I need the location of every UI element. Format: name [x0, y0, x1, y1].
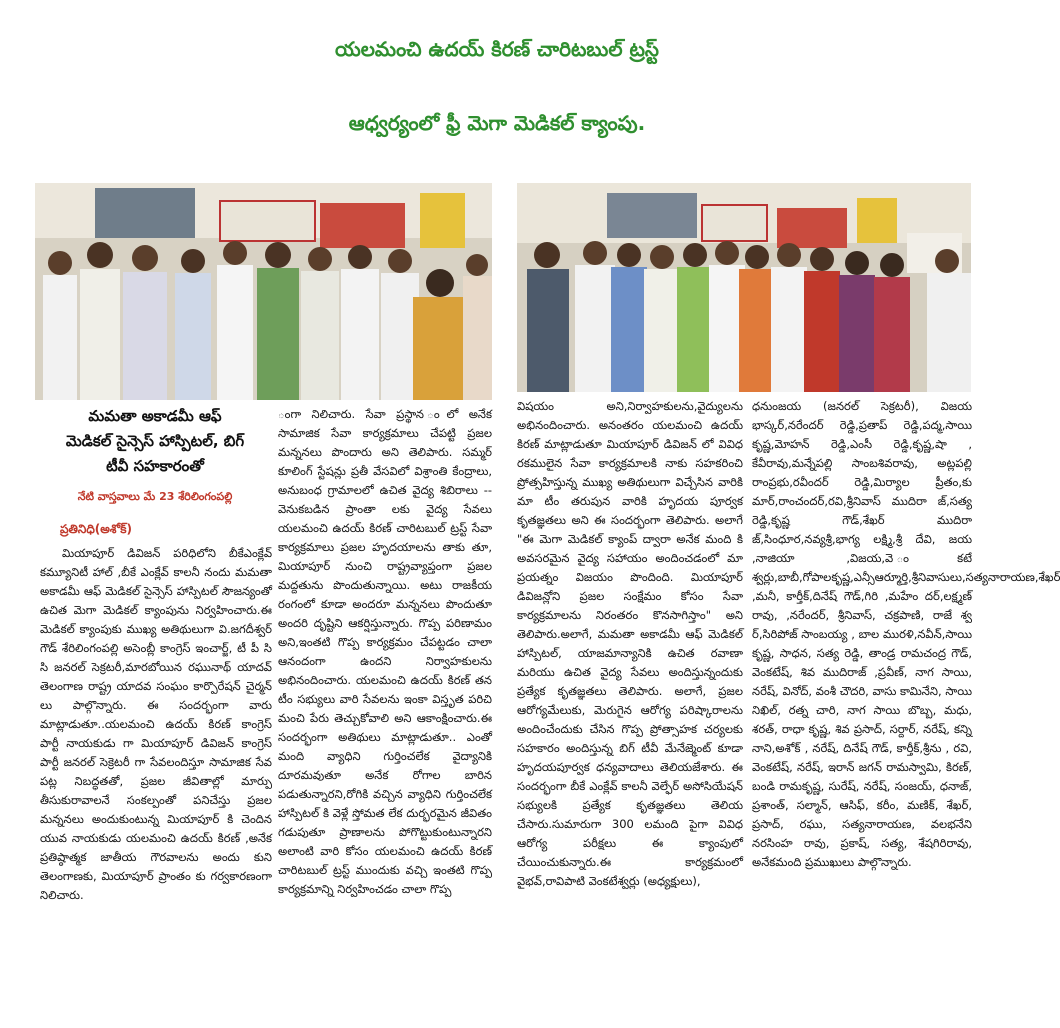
article-column-1: మియాపూర్ డివిజన్ పరిధిలోని బీకేఎంక్లేవ్ కమ్యూనిటీ హాల్ ,బీకే ఎంక్లేవ్ కాలనీ నందు మమతా అకాడమీ ఆఫ్ మెడికల్ సైన్సెస్ హాస్పిటల్ సౌజన్యంతో ఉచిత మెగా మెడికల్ క్యాంపును నిర్వహించారు.ఈ మెడికల్ క్యాంపుకు ముఖ్య అతిథులుగా వి.జగదీశ్వర్ గౌడ్ శేరిలింగంపల్లి అసెంబ్లీ కాంగ్రెస్ ఇంచార్జ్, టీ పీ సి సి జనరల్ సెక్రటరీ,మారబోయిన రఘునాథ్ యాదవ్ తెలంగాణ రాష్ట్ర యాదవ సంఘం కార్పొరేషన్ చైర్మన్ లు పాల్గొన్నారు. ఈ సందర్భంగా వారు మాట్లాడుతూ..యలమంచి ఉదయ్ కిరణ్ కాంగ్రెస్ పార్టీ నాయకుడు గా మియాపూర్ డివిజన్ కాంగ్రెస్ పార్టీ జనరల్ సెక్రెటరీ గా సేవలందిస్తూ సామాజిక సేవ పట్ల నిబద్ధతతో, ప్రజల జీవితాల్లో మార్పు తీసుకురావాలనే సంకల్పంతో పనిచేస్తు ప్రజల మన్ననలు అందుకుంటున్న మియాపూర్ కి చెందిన యువ నాయకుడు యలమంచి ఉదయ్ కిరణ్ ,అనేక ప్రతిష్ఠాత్మక జాతీయ గౌరవాలను అందు కుని తెలంగాణకు, మియాపూర్ ప్రాంతం కు గర్వకారణంగా నిలిచారు. [40, 546, 272, 902]
photo-group-right [517, 183, 971, 392]
subhead-line-2: మెడికల్ సైన్సెస్ హాస్పిటల్, బిగ్ [65, 432, 245, 450]
headline-line-2: ఆధ్వర్యంలో ఫ్రీ మెగా మెడికల్ క్యాంపు. [348, 111, 646, 135]
headline-line-1: యలమంచి ఉదయ్ కిరణ్ చారిటబుల్ ట్రస్ట్ [335, 37, 659, 61]
group-photo-image [517, 183, 971, 392]
photo-group-left [35, 183, 492, 400]
group-photo-image [35, 183, 492, 400]
subhead-line-3: టీవీ సహకారంతో [106, 457, 204, 475]
article-column-3: విషయం అని,నిర్వాహకులను,వైద్యులను అభినందించారు. అనంతరం యలమంచి ఉదయ్ కిరణ్ మాట్లాడుతూ మియాపూర్ డివిజన్ లో వివిధ రకములైన సేవా కార్యక్రమాలకి నాకు సహకరించి ప్రోత్సహిస్తున్న ముఖ్య అతిథులుగా విచ్చేసిన వారికి మా టీం తరుపున వారికి హృదయ పూర్వక కృతజ్ఞతలు అని ఈ సందర్భంగా తెలిపారు. అలాగే "ఈ మెగా మెడికల్ క్యాంప్ ద్వారా అనేక మంది కి అవసరమైన వైద్య సహాయం అందించడంలో మా ప్రయత్నం విజయం పొందింది. మియాపూర్ డివిజన్లోని ప్రజల సంక్షేమం కోసం సేవా కార్యక్రమాలను నిరంతరం కొనసాగిస్తాం" అని తెలిపారు.అలాగే, మమతా అకాడమీ ఆఫ్ మెడికల్ హాస్పిటల్, యాజమాన్యానికి ఉచిత రవాణా మరియు ఉచిత వైద్య సేవలు అందిస్తున్నందుకు ప్రత్యేక కృతజ్ఞతలు తెలిపారు. అలాగే, ప్రజల ఆరోగ్యమేలుకు, మెరుగైన ఆరోగ్య పరిష్కారాలను అందించేందుకు చేసిన గొప్ప ప్రోత్సాహక చర్యలకు సహకారం అందిస్తున్న బిగ్ టీవీ మేనేజ్మెంట్ కూడా హృదయపూర్వక ధన్యవాదాలు తెలియజేశారు. ఈ సందర్భంగా బీకే ఎంక్లేవ్ కాలనీ వెల్ఫేర్ అసోసియేషన్ సభ్యులకి ప్రత్యేక కృతజ్ఞతలు తెలియ చేసారు.సుమారుగా 300 లమంది పైగా వివిధ ఆరోగ్య పరీక్షలు ఈ క్యాంపులో చేయించుకున్నారు.ఈ కార్యక్రమంలో వైభవ్,రావిపాటి వెంకటేశ్వర్లు (అధ్యక్షులు), [517, 399, 743, 888]
dateline: నేటి వాస్తవాలు మే 23 శేరిలింగంపల్లి [77, 490, 233, 503]
article-column-2: ంగా నిలిచారు. సేవా ప్రస్థాన ంలో అనేక సామాజిక సేవా కార్యక్రమాలు చేపట్టి ప్రజల మన్ననలు పొందారు అని తెలిపారు. సమ్మర్ కూలింగ్ స్టేషన్లు ప్రతీ వేసవిలో విశ్రాంతి కేంద్రాలు, అనుబంధ గ్రామాలలో ఉచిత వైద్య శిబిరాలు -- వెనుకబడిన ప్రాంతా లకు వైద్య సేవలు యలమంచి ఉదయ్ కిరణ్ చారిటబుల్ ట్రస్ట్ సేవా కార్యక్రమాలు ప్రజల హృదయాలను తాకు తూ, మియాపూర్ నుంచి రాష్ట్రవ్యాప్తంగా ప్రజల మద్దతును పొందుతున్నాయి. అటు రాజకీయ రంగంలో కూడా అందరూ మన్ననలు పొందుతూ అందరి దృష్టిని ఆకర్షిస్తున్నారు. గొప్ప పరిణామం అని,ఇంతటి గొప్ప కార్యక్రమం చేపట్టడం చాలా ఆనందంగా ఉందని నిర్వాహకులను అభినందించారు. యలమంచి ఉదయ్ కిరణ్ తన టీం సభ్యులు వారి సేవలను ఇంకా విస్తృత పరిచి మంచి పేరు తెచ్చుకోవాలి అని ఆకాంక్షించారు.ఈ సందర్భంగా అతిథులు మాట్లాడుతూ.. ఎంతో మంది వ్యాధిని గుర్తించలేక వైద్యానికి దూరమవుతూ అనేక రోగాల బారిన పడుతున్నారని,రోగికి వచ్చిన వ్యాధిని గుర్తించలేక హాస్పిటల్ కి వెళ్లే స్తోమత లేక దుర్భరమైన జీవితం గడుపుతూ ప్రాణాలను పోగొట్టుకుంటున్నారని అలాంటి వారి కోసం యలమంచి ఉదయ్ కిరణ్ చారిటబుల్ ట్రస్ట్ ముందుకు వచ్చి ఇంతటి గొప్ప కార్యక్రమాన్ని నిర్వహించడం చాలా గొప్ప [278, 407, 492, 896]
byline: ప్రతినిధి(అశోక్) [60, 522, 133, 536]
article-column-4: ధనుంజయ (జనరల్ సెక్రటరీ), విజయ భాస్కర్,నరేందర్ రెడ్డి,ప్రతాప్ రెడ్డి,పద్మ,సాయి కృష్ణ,మోహన్ రెడ్డి,ఎంసీ రెడ్డి,కృష్ణ,షా , కేవీరావు,మన్నేపల్లి సాంబశివరావు, అట్లపల్లి రాంప్రభు,రవీందర్ రెడ్డి,మిర్యాల ప్రీతం,కు మార్,రాంచందర్,రవి,శ్రీనివాస్ ముదిరా జ్,సత్య రెడ్డి,కృష్ణ గౌడ్,శేఖర్ ముదిరా జ్,సింధూర,నవ్యశ్రీ,భాగ్య లక్ష్మి,శ్రీ దేవి, జయ ,నాజియా ,విజయ,వె ంకటే శ్వర్లు,బాబీ,గోపాలకృష్ణ,ఎన్సీఆర్మూర్తి,శ్రీనివాసులు,సత్యనారాయణ,శేఖర్ ,మనీ, కార్తీక్,దినేష్ గౌడ్,గిరి ,మహేం దర్,లక్ష్మణ్ రావు, ,నరేందర్, శ్రీనివాస్, చక్రపాణి, రాజే శ్వ ర్,సిరిపోజ్ సాంబయ్య , బాల మురళి,నవీన్,సాయి కృష్ణ, సాధన, సత్య రెడ్డి, తాండ్ర రామచంద్ర గౌడ్, వెంకటేష్, శివ ముదిరాజ్ ,ప్రవీణ్, నాగ సాయి, నరేష్, వినోద్, వంశీ చౌదరి, వాసు కామినేని, సాయి నిఖిల్, రత్న చారి, నాగ సాయి బొబ్బ, మధు, శరత్, రాధా కృష్ణ, శివ ప్రసాద్, సర్దార్, నరేష్, కన్ని నాని,అశోక్ , నరేష్, దినేష్ గౌడ్, కార్తీక్,శ్రీను , రవి, వెంకటేష్, నరేష్, ఇరాన్ జగన్ రామస్వామి, కిరణ్, బండి రామకృష్ణ, సురేష్, నరేష్, సంజయ్, ధనాజ్, ప్రశాంత్, సల్మాన్, ఆసిఫ్, కరీం, మణిక్, శేఖర్, ప్రసాద్, రఘు, సత్యనారాయణ, వలభనేని నరసింహ రావు, ప్రకాష్, సత్య, శేషగిరిరావు, అనేకమంది ప్రముఖులు పాల్గొన్నారు. [752, 399, 1060, 869]
subhead-line-1: మమతా అకాడమీ ఆఫ్ [88, 407, 222, 425]
